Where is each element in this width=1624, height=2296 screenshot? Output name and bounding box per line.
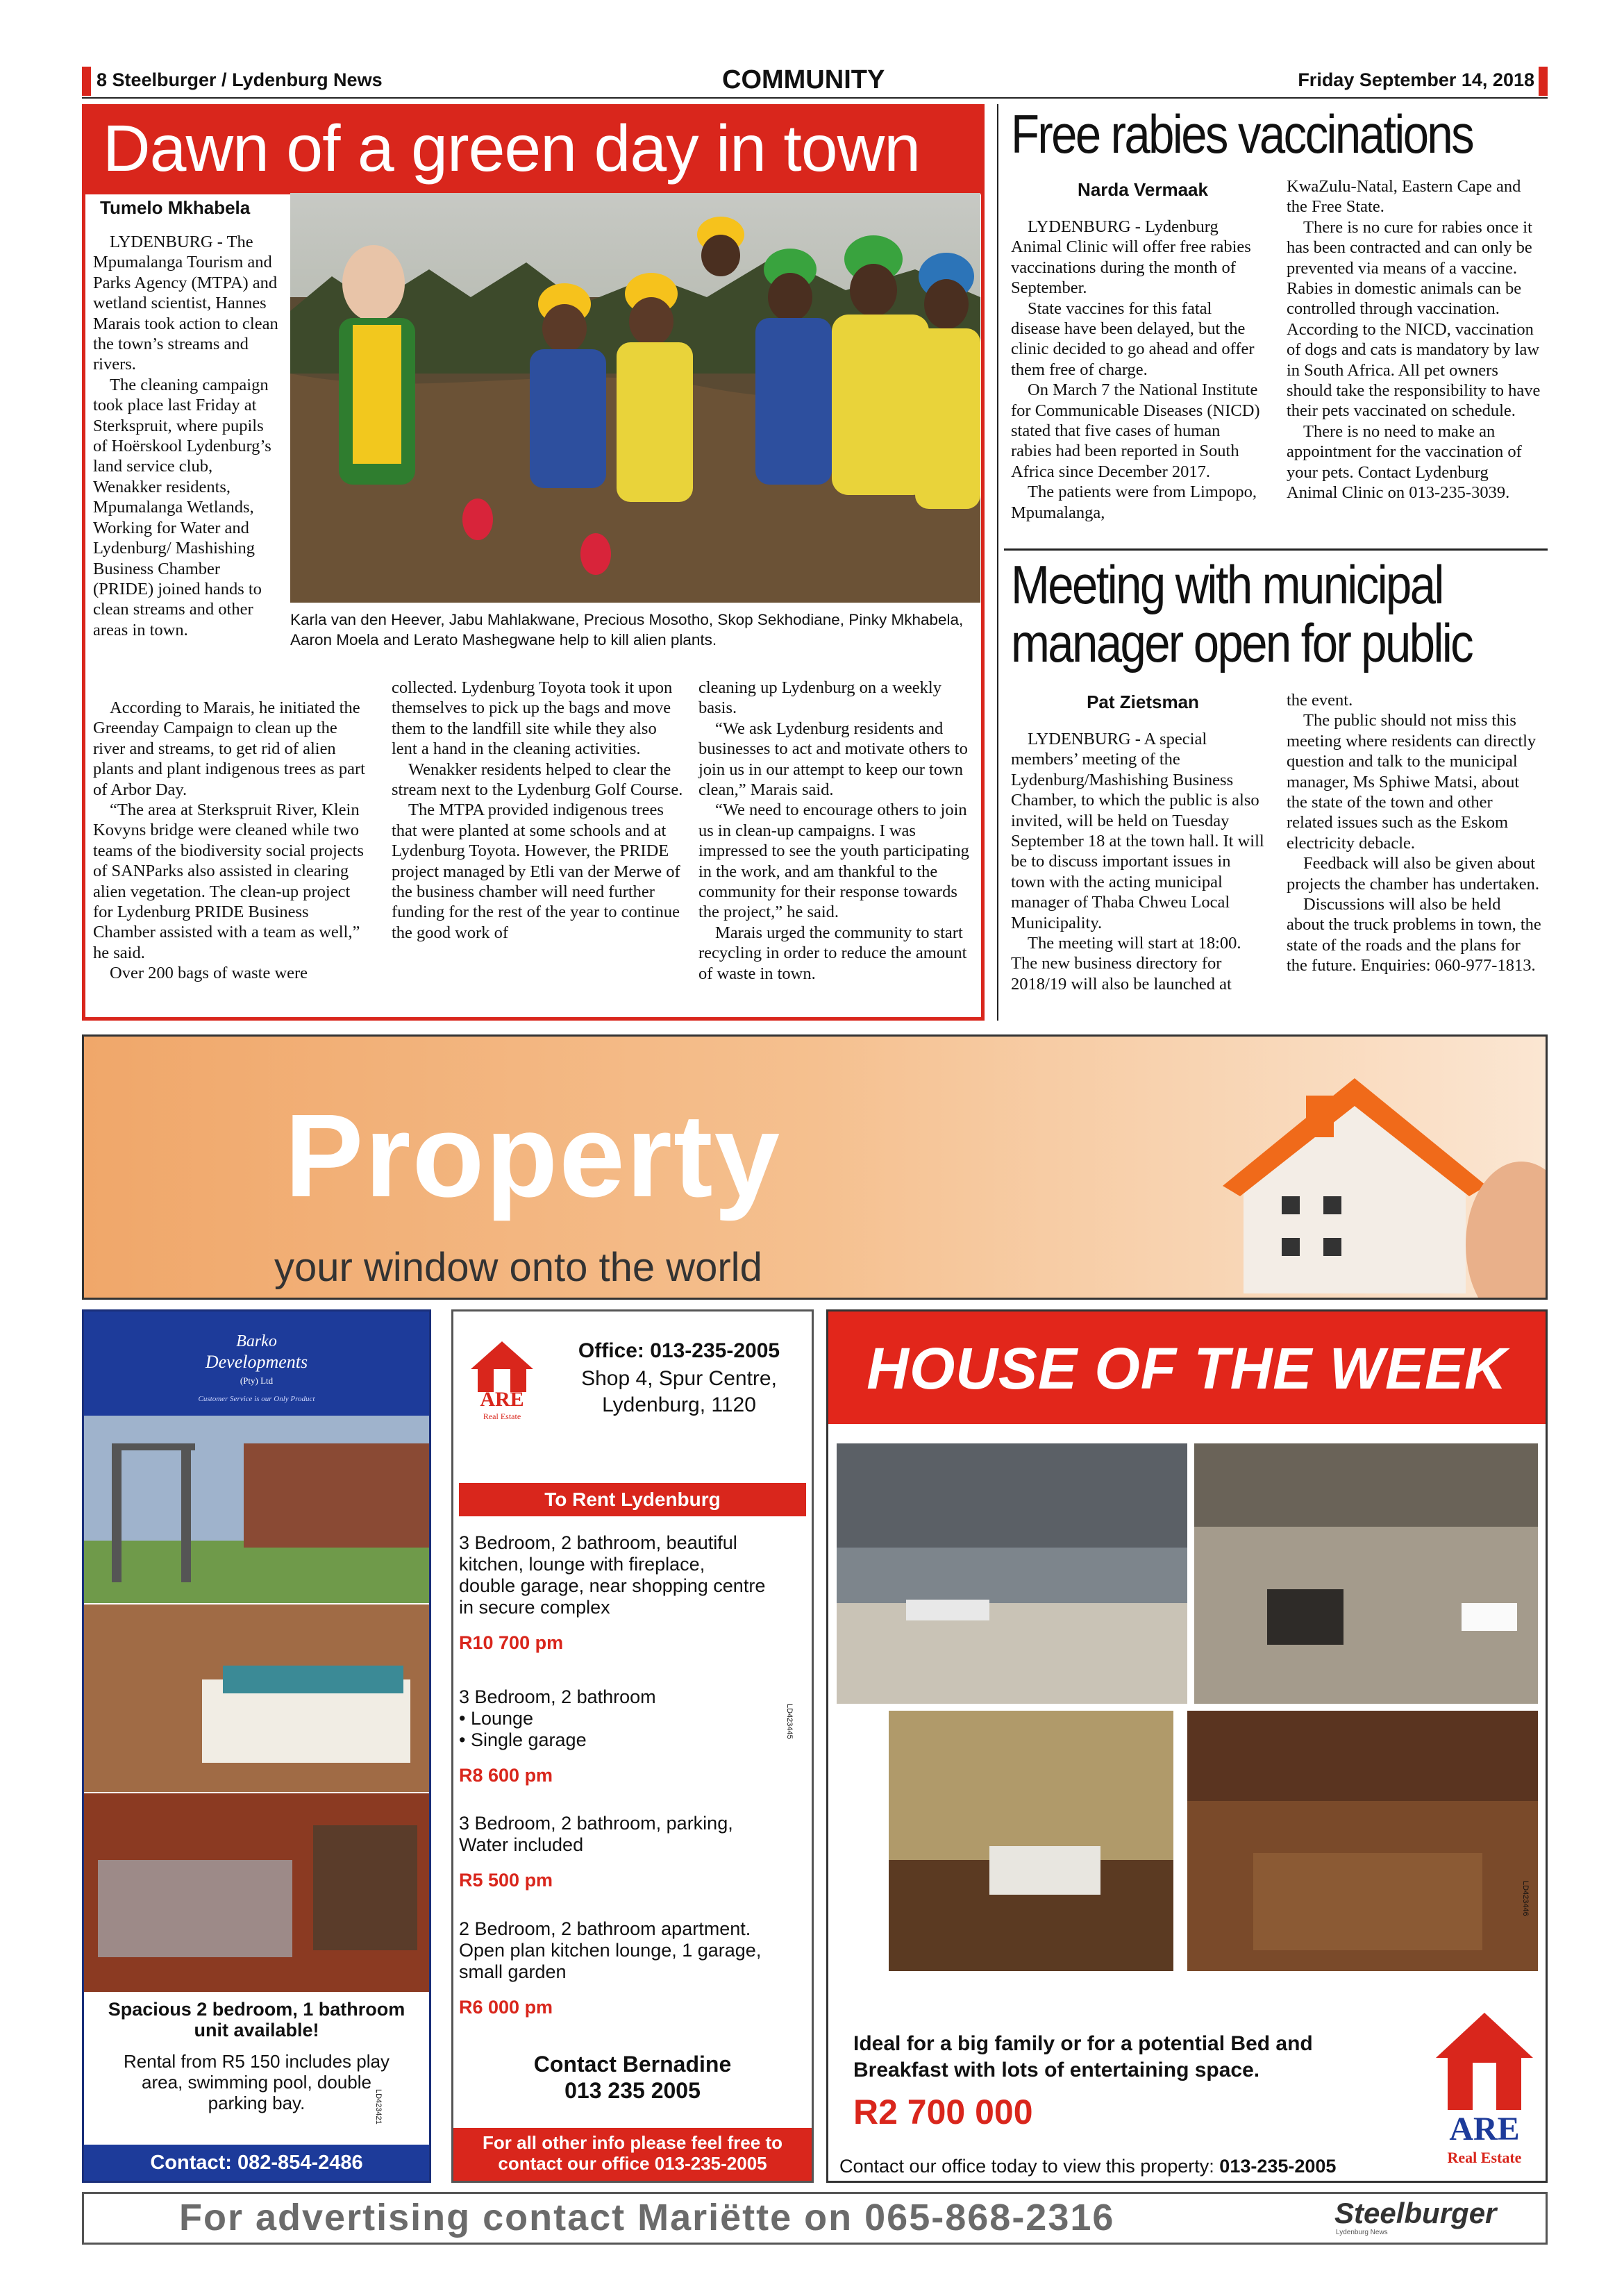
barko-logo-line3: (Pty) Ltd <box>240 1375 274 1386</box>
listing-desc: 3 Bedroom, 2 bathroom, beautiful <box>459 1532 737 1553</box>
paragraph: cleaning up Lydenburg on a weekly basis. <box>698 678 941 718</box>
how-contact-phone: 013-235-2005 <box>1219 2156 1337 2177</box>
paragraph: On March 7 the National Institute for Communicable Diseases (NICD) stated that five cases of human rabies had been reported in South Africa since December 2017. <box>1011 380 1260 481</box>
cleanup-photo <box>290 193 980 603</box>
are-contact-phone: 013 235 2005 <box>564 2078 701 2103</box>
green-col1-bottom <box>93 698 372 984</box>
paragraph: State vaccines for this fatal disease have been delayed, but the clinic decided to go ahead and offer them free of charge. <box>1011 299 1255 379</box>
paragraph: “We need to encourage others to join us in clean-up campaigns. I was impressed to see the youth participating in the work, and am thankful to the community for their response towards the project,” he said. <box>698 801 969 922</box>
listing-desc: • Lounge <box>459 1708 534 1729</box>
listing-desc: 3 Bedroom, 2 bathroom <box>459 1686 656 1707</box>
footer-logo: Steelburger <box>1334 2197 1497 2229</box>
green-col2 <box>392 678 683 943</box>
paragraph: The cleaning campaign took place last Friday at Sterkspruit, where pupils of Hoërskool Lydenburg’s land service club, Wenakker residents, Mpumalanga Wetlands, Working for Water and Lydenburg/ Mashishing Business Chamber (PRIDE) joined hands to clean streams and other areas in town. <box>93 375 271 639</box>
paragraph: The public should not miss this meeting where residents can directly question and talk to the municipal manager, Ms Sphiwe Matsi, about the state of the town and other related issues such as the Eskom electricity debacle. <box>1287 711 1537 853</box>
barko-tagline: Customer Service is our Only Product <box>198 1395 315 1403</box>
paragraph: LYDENBURG - The Mpumalanga Tourism and Parks Agency (MTPA) and wetland scientist, Hannes Marais took action to clean the town’s streams and rivers. <box>93 233 278 374</box>
how-contact <box>839 2156 1450 2177</box>
listing-desc: double garage, near shopping centre <box>459 1575 766 1596</box>
paragraph: Discussions will also be held about the truck problems in town, the state of the roads and the plans for the future. Enquiries: 060-977-1813. <box>1287 895 1541 975</box>
listing-price: R5 500 pm <box>459 1870 553 1891</box>
how-are-logo: ARE <box>1449 2111 1520 2147</box>
barko-details: Rental from R5 150 includes play area, swimming pool, double parking bay. <box>124 2051 390 2113</box>
are-rent-banner-text: To Rent Lydenburg <box>544 1489 721 1510</box>
rabies-col1 <box>1011 217 1261 523</box>
listing-4 <box>459 1918 806 2018</box>
paragraph: LYDENBURG - A special members’ meeting of the Lydenburg/Mashishing Business Chamber, to which the public is also invited, will be held on Tuesday September 18 at the town hall. It will be to discuss important issues in town with the acting municipal manager of Thaba Chweu Local Municipality. <box>1011 730 1264 932</box>
paragraph: Feedback will also be given about projects the chamber has undertaken. <box>1287 854 1539 894</box>
listing-desc: in secure complex <box>459 1597 610 1618</box>
how-price: R2 700 000 <box>853 2093 1033 2131</box>
house-graphic <box>1160 1064 1548 1300</box>
green-byline: Tumelo Mkhabela <box>100 197 251 218</box>
meeting-col1 <box>1011 729 1268 994</box>
rabies-byline: Narda Vermaak <box>1078 179 1208 200</box>
header-right-marker <box>1539 67 1548 96</box>
green-col1-top <box>93 232 281 640</box>
listing-desc: • Single garage <box>459 1729 587 1750</box>
how-ref: LD423446 <box>1521 1881 1530 1916</box>
barko-logo-line2: Developments <box>205 1352 308 1372</box>
meeting-headline: Meeting with municipal manager open for public <box>1011 554 1473 673</box>
paragraph: the event. <box>1287 691 1353 710</box>
paragraph: Marais urged the community to start recycling in order to reduce the amount of waste in town. <box>698 923 967 983</box>
header-left-marker <box>82 67 91 96</box>
barko-ref: LD423421 <box>374 2089 383 2125</box>
listing-desc: kitchen, lounge with fireplace, <box>459 1554 705 1575</box>
ad-barko <box>82 1309 431 2183</box>
meeting-byline: Pat Zietsman <box>1087 692 1199 712</box>
listing-price: R8 600 pm <box>459 1765 553 1786</box>
are-address2: Lydenburg, 1120 <box>602 1393 756 1416</box>
paragraph: KwaZulu-Natal, Eastern Cape and the Free State. <box>1287 177 1521 217</box>
column-divider <box>997 104 998 1021</box>
photo-caption: Karla van den Heever, Jabu Mahlakwane, Precious Mosotho, Skop Sekhodiane, Pinky Mkhabela, Aaron Moela and Lerato Mashegwane help to kill alien plants. <box>290 611 964 648</box>
rabies-bottom-rule <box>1004 548 1548 551</box>
barko-photos <box>84 1416 429 1992</box>
paragraph: There is no need to make an appointment for the vaccination of your pets. Contact Lydenburg Animal Clinic on 013-235-3039. <box>1287 421 1522 503</box>
are-ref: LD423445 <box>785 1704 794 1739</box>
ad-house-of-week <box>826 1309 1548 2183</box>
green-headline: Dawn of a green day in town <box>103 112 921 185</box>
are-office: Office: 013-235-2005 <box>578 1339 780 1362</box>
paragraph: LYDENBURG - Lydenburg Animal Clinic will offer free rabies vaccinations during the month of September. <box>1011 217 1251 298</box>
paragraph: “The area at Sterkspruit River, Klein Kovyns bridge were cleaned while two teams of the biodiversity social projects of SANParks also assisted in clearing alien vegetation. The clean-up project for Lydenburg PRIDE Business Chamber assisted with a team as well,” he said. <box>93 801 364 962</box>
how-description: Ideal for a big family or for a potential Bed and Breakfast with lots of entertaining space. <box>853 2032 1313 2081</box>
how-photos <box>837 1443 1538 1971</box>
paragraph: The meeting will start at 18:00. The new business directory for 2018/19 will also be launched at <box>1011 934 1241 994</box>
property-title: Property <box>285 1090 782 1222</box>
property-subtitle: your window onto the world <box>274 1245 762 1290</box>
listing-desc: 2 Bedroom, 2 bathroom apartment. <box>459 1918 751 1939</box>
paragraph: The MTPA provided indigenous trees that were planted at some schools and at Lydenburg Toyota. However, the PRIDE project managed by Etli van der Merwe of the business chamber will need further funding for the rest of the year to continue the good work of <box>392 801 680 942</box>
section-title: COMMUNITY <box>722 65 885 94</box>
paragraph: According to Marais, he initiated the Greenday Campaign to clean up the river and streams, to get rid of alien plants and plant indigenous trees as part of Arbor Day. <box>93 698 365 799</box>
listing-desc: Open plan kitchen lounge, 1 garage, <box>459 1940 762 1961</box>
are-contact-label: Contact Bernadine <box>533 2052 732 2077</box>
paragraph: Wenakker residents helped to clear the stream next to the Lydenburg Golf Course. <box>392 760 683 800</box>
page-reference: 8 Steelburger / Lydenburg News <box>97 69 383 90</box>
listing-desc: 3 Bedroom, 2 bathroom, parking, <box>459 1813 733 1834</box>
paragraph: Over 200 bags of waste were <box>110 964 308 983</box>
paragraph: There is no cure for rabies once it has been contracted and can only be prevented via means of a vaccine. Rabies in domestic animals can be controlled through vaccination. According to the NICD, vaccination of dogs and cats is mandatory by law in South Africa. All pet owners should take the responsibility to have their pets vaccinated on schedule. <box>1287 217 1541 421</box>
listing-1 <box>459 1532 806 1654</box>
are-address1: Shop 4, Spur Centre, <box>581 1367 777 1390</box>
rabies-headline: Free rabies vaccinations <box>1011 103 1473 165</box>
header-rule <box>82 97 1548 99</box>
are-footer-text: For all other info please feel free to contact our office 013-235-2005 <box>483 2132 782 2174</box>
how-title: HOUSE OF THE WEEK <box>867 1336 1507 1401</box>
footer-advert: For advertising contact Mariëtte on 065-868-2316 <box>179 2197 1115 2238</box>
paragraph: collected. Lydenburg Toyota took it upon themselves to pick up the bags and move them to the landfill site while they also lent a hand in the cleaning activities. <box>392 678 673 759</box>
are-logo: ARE <box>480 1388 524 1411</box>
are-house-icon <box>467 1338 537 1393</box>
meeting-col2 <box>1287 690 1542 976</box>
how-are-logo-sub: Real Estate <box>1447 2149 1522 2166</box>
are-logo-sub: Real Estate <box>483 1411 521 1421</box>
listing-2 <box>459 1686 806 1786</box>
paragraph: “We ask Lydenburg residents and businesses to act and motivate others to join us in our attempt to keep our town clean,” Marais said. <box>698 719 968 800</box>
green-col3 <box>698 678 976 984</box>
barko-headline: Spacious 2 bedroom, 1 bathroom unit available! <box>108 1999 405 2041</box>
issue-date: Friday September 14, 2018 <box>1298 69 1534 90</box>
listing-3 <box>459 1813 806 1891</box>
footer-logo-sub: Lydenburg News <box>1336 2229 1388 2236</box>
listing-desc: small garden <box>459 1961 567 1982</box>
listing-desc: Water included <box>459 1834 584 1855</box>
listing-price: R6 000 pm <box>459 1997 553 2018</box>
listing-price: R10 700 pm <box>459 1632 564 1653</box>
barko-logo-line1: Barko <box>236 1332 277 1350</box>
how-contact-text: Contact our office today to view this property: <box>839 2156 1214 2177</box>
ad-are-rent <box>451 1309 814 2183</box>
paragraph: The patients were from Limpopo, Mpumalanga, <box>1011 483 1257 522</box>
barko-contact: Contact: 082-854-2486 <box>150 2152 363 2174</box>
rabies-col2 <box>1287 176 1542 503</box>
how-are-house-icon <box>1432 2006 1537 2117</box>
